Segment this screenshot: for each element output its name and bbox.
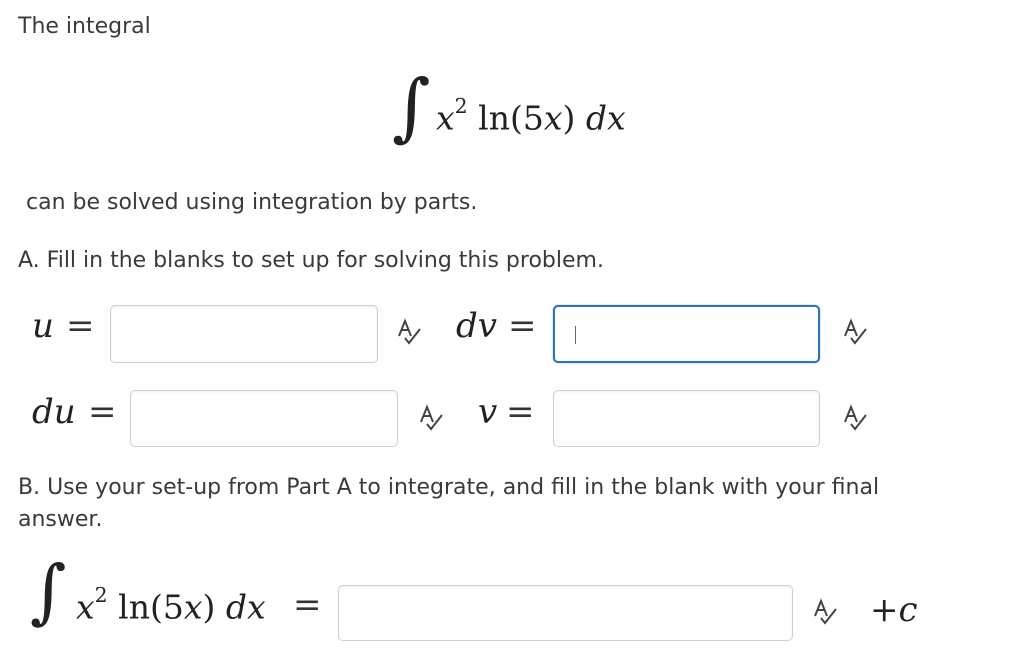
spell-check-icon[interactable]: [842, 404, 868, 432]
spell-check-icon[interactable]: [418, 404, 444, 432]
spell-check-icon[interactable]: [812, 598, 838, 626]
intro-after: can be solved using integration by parts.: [26, 190, 478, 215]
integral-sign: ∫: [30, 550, 67, 632]
expr-fn: ln(5: [478, 98, 544, 138]
equals-dv: =: [508, 306, 537, 346]
v-input[interactable]: [553, 390, 820, 447]
expr-base: x: [436, 98, 455, 138]
label-du: du: [32, 392, 76, 432]
final-answer-input[interactable]: [338, 585, 793, 641]
part-b-prompt-line2: answer.: [18, 507, 103, 532]
dv-input[interactable]: [553, 305, 820, 363]
integral-display: [392, 64, 672, 170]
spell-check-icon[interactable]: [842, 318, 868, 346]
expr-var: x: [543, 98, 563, 138]
expr-close: ): [562, 98, 576, 138]
equals-answer: =: [293, 585, 322, 625]
du-input[interactable]: [130, 390, 398, 447]
expr-differential: dx: [585, 98, 626, 138]
spell-check-icon[interactable]: [396, 318, 422, 346]
part-b-integral-expression: $x^2$ ln(5x) dx: [76, 583, 266, 627]
u-input[interactable]: [110, 305, 378, 363]
label-dv: dv: [456, 306, 497, 346]
equals-u: =: [66, 306, 95, 346]
label-v: v: [478, 392, 498, 432]
intro-lead: The integral: [18, 14, 151, 39]
part-b-prompt-line1: B. Use your set-up from Part A to integrate, and fill in the blank with your final: [18, 475, 880, 500]
equals-v: =: [506, 392, 535, 432]
expr-exponent: 2: [454, 94, 468, 118]
part-a-prompt: A. Fill in the blanks to set up for solving this problem.: [18, 248, 604, 273]
equals-du: =: [88, 392, 117, 432]
text-caret: [575, 326, 576, 344]
integral-expression: [436, 94, 626, 137]
constant-of-integration: +c: [870, 590, 918, 630]
label-u: u: [32, 306, 54, 346]
integral-sign: ∫: [392, 64, 431, 150]
